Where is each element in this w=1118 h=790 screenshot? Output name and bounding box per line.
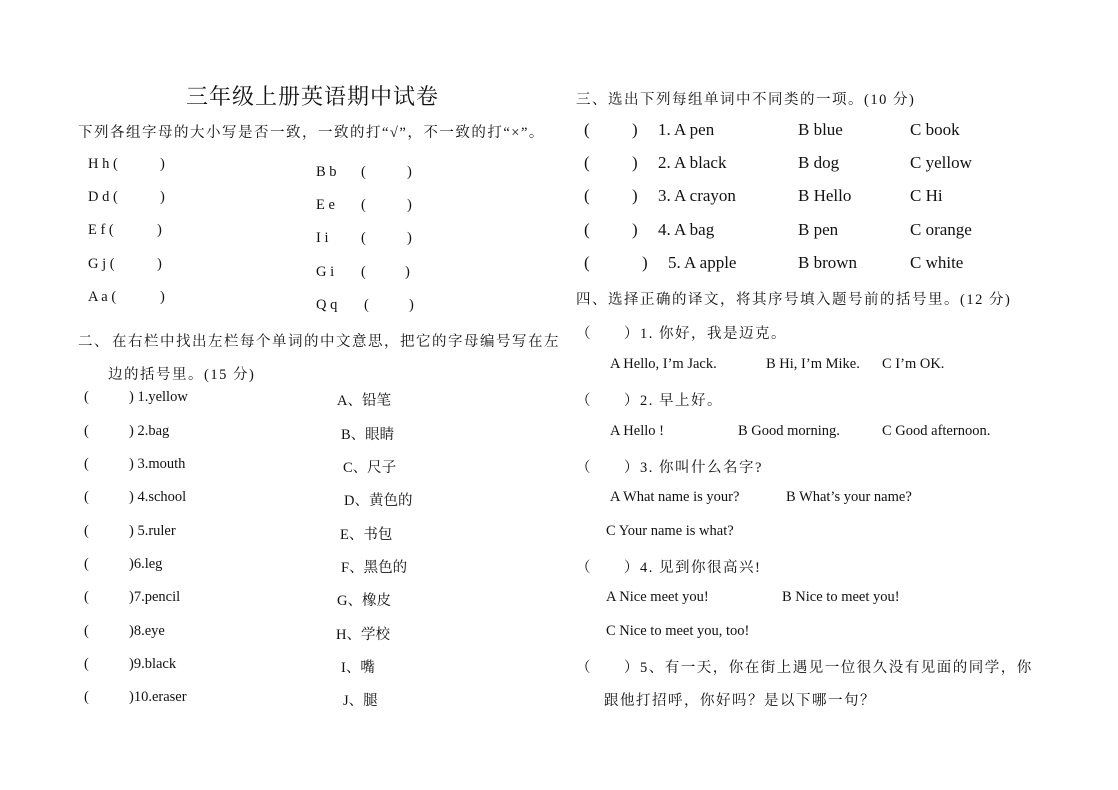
question-stem: （ ）1. 你好，我是迈克。	[576, 326, 787, 342]
answer-blank[interactable]: )	[157, 256, 162, 272]
answer-blank-close[interactable]: )	[407, 230, 412, 246]
option-a: A Hello !	[610, 423, 664, 439]
option-a: A What name is your?	[610, 489, 740, 505]
letter-pair: B b	[316, 164, 337, 180]
option-c: C Good afternoon.	[882, 423, 991, 439]
answer-blank-open[interactable]: (	[361, 264, 366, 280]
option-b: B blue	[798, 120, 843, 139]
letter-pair: H h (	[88, 156, 118, 172]
part3-heading: 三、选出下列每组单词中不同类的一项。(10 分)	[576, 92, 916, 108]
answer-blank-close[interactable]: )	[642, 253, 648, 272]
word-item: )7.pencil	[129, 589, 181, 605]
letter-pair: A a (	[88, 289, 117, 305]
answer-blank-close[interactable]: )	[405, 264, 410, 280]
answer-blank[interactable]: (	[84, 523, 89, 539]
answer-blank-open[interactable]: (	[364, 297, 369, 313]
answer-blank-open[interactable]: (	[584, 253, 590, 272]
answer-blank[interactable]: )	[160, 156, 165, 172]
answer-blank-close[interactable]: )	[632, 186, 638, 205]
answer-blank-open[interactable]: (	[361, 164, 366, 180]
answer-blank-close[interactable]: )	[407, 197, 412, 213]
answer-blank-close[interactable]: )	[632, 220, 638, 239]
option-b: B Hi, I’m Mike.	[766, 356, 860, 372]
word-item: ) 4.school	[129, 489, 187, 505]
option-b: B What’s your name?	[786, 489, 912, 505]
option-b: B Nice to meet you!	[782, 589, 900, 605]
answer-blank[interactable]: )	[157, 222, 162, 238]
option-b: B brown	[798, 253, 858, 272]
answer-blank[interactable]: (	[84, 423, 89, 439]
part1-instruction: 下列各组字母的大小写是否一致，一致的打“√”，不一致的打“×”。	[78, 125, 545, 141]
word-item: ) 3.mouth	[129, 456, 186, 472]
meaning-option: I、嘴	[341, 660, 375, 676]
question-stem: （ ）4. 见到你很高兴!	[576, 560, 762, 576]
option-b: B dog	[798, 153, 840, 172]
meaning-option: J、腿	[343, 693, 378, 709]
answer-blank-open[interactable]: (	[584, 220, 590, 239]
word-item: ) 1.yellow	[129, 389, 188, 405]
answer-blank[interactable]: (	[84, 589, 89, 605]
answer-blank-open[interactable]: (	[584, 186, 590, 205]
option-c: C Nice to meet you, too!	[606, 623, 750, 639]
answer-blank-open[interactable]: (	[584, 153, 590, 172]
answer-blank[interactable]: )	[160, 289, 165, 305]
option-a: 1. A pen	[658, 120, 715, 139]
letter-pair: Q q	[316, 297, 338, 313]
meaning-option: D、黄色的	[344, 493, 413, 509]
word-item: ) 5.ruler	[129, 523, 176, 539]
answer-blank[interactable]: (	[84, 623, 89, 639]
letter-pair: G j (	[88, 256, 115, 272]
word-item: )10.eraser	[129, 689, 187, 705]
word-item: ) 2.bag	[129, 423, 170, 439]
part2-heading: 在右栏中找出左栏每个单词的中文意思，把它的字母编号写在左	[112, 334, 560, 350]
letter-pair: I i	[316, 230, 329, 246]
option-a: 2. A black	[658, 153, 727, 172]
letter-pair: E f (	[88, 222, 114, 238]
option-b: B Good morning.	[738, 423, 840, 439]
option-a: 4. A bag	[658, 220, 715, 239]
answer-blank-close[interactable]: )	[409, 297, 414, 313]
question-stem: （ ）5、有一天，你在街上遇见一位很久没有见面的同学，你	[576, 660, 1033, 676]
meaning-option: A、铅笔	[337, 393, 391, 409]
option-c: C yellow	[910, 153, 972, 172]
option-a: A Hello, I’m Jack.	[610, 356, 717, 372]
part2-number: 二、	[78, 334, 110, 350]
question-stem: （ ）2. 早上好。	[576, 393, 723, 409]
option-c: C I’m OK.	[882, 356, 945, 372]
answer-blank[interactable]: (	[84, 389, 89, 405]
answer-blank-open[interactable]: (	[584, 120, 590, 139]
answer-blank[interactable]: (	[84, 489, 89, 505]
option-a: A Nice meet you!	[606, 589, 709, 605]
option-b: B Hello	[798, 186, 852, 205]
word-item: )8.eye	[129, 623, 165, 639]
answer-blank-open[interactable]: (	[361, 197, 366, 213]
meaning-option: E、书包	[340, 527, 393, 543]
answer-blank-close[interactable]: )	[632, 120, 638, 139]
word-item: )6.leg	[129, 556, 163, 572]
answer-blank[interactable]: (	[84, 556, 89, 572]
part2-heading-cont: 边的括号里。(15 分)	[108, 367, 256, 383]
meaning-option: G、橡皮	[337, 593, 391, 609]
meaning-option: C、尺子	[343, 460, 397, 476]
part4-heading: 四、选择正确的译文，将其序号填入题号前的括号里。(12 分)	[576, 292, 1012, 308]
option-a: 3. A crayon	[658, 186, 736, 205]
answer-blank-close[interactable]: )	[632, 153, 638, 172]
option-c: C book	[910, 120, 960, 139]
option-a: 5. A apple	[668, 253, 737, 272]
letter-pair: D d (	[88, 189, 118, 205]
option-c: C orange	[910, 220, 972, 239]
meaning-option: B、眼睛	[341, 427, 395, 443]
answer-blank[interactable]: (	[84, 656, 89, 672]
meaning-option: F、黑色的	[341, 560, 408, 576]
letter-pair: E e	[316, 197, 335, 213]
answer-blank[interactable]: (	[84, 689, 89, 705]
meaning-option: H、学校	[336, 627, 390, 643]
option-c: C white	[910, 253, 964, 272]
answer-blank[interactable]: (	[84, 456, 89, 472]
question-stem-cont: 跟他打招呼，你好吗？是以下哪一句？	[604, 693, 876, 709]
option-b: B pen	[798, 220, 839, 239]
option-c: C Your name is what?	[606, 523, 734, 539]
word-item: )9.black	[129, 656, 177, 672]
answer-blank[interactable]: )	[160, 189, 165, 205]
answer-blank-close[interactable]: )	[407, 164, 412, 180]
page-title: 三年级上册英语期中试卷	[186, 84, 440, 109]
option-c: C Hi	[910, 186, 943, 205]
question-stem: （ ）3. 你叫什么名字?	[576, 460, 763, 476]
answer-blank-open[interactable]: (	[361, 230, 366, 246]
letter-pair: G i	[316, 264, 335, 280]
